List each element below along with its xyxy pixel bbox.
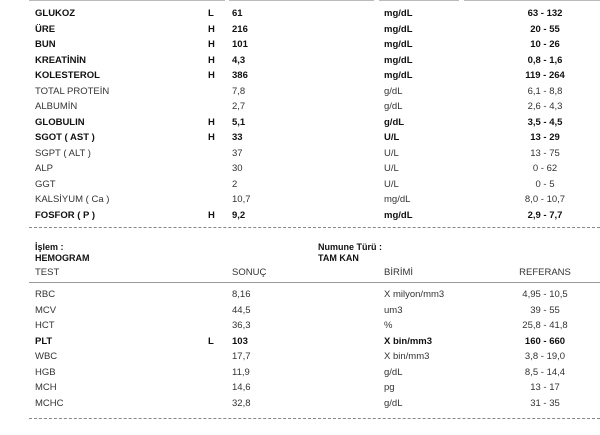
table-row <box>0 380 600 395</box>
reference-range: 25,8 - 41,8 <box>522 320 568 331</box>
test-name: KREATİNİN <box>35 54 87 66</box>
reference-range: 2,9 - 7,7 <box>527 209 563 221</box>
reference-range: 4,95 - 10,5 <box>522 289 568 300</box>
test-name: MCH <box>35 382 57 393</box>
test-name: PLT <box>35 335 53 347</box>
table-row <box>0 22 600 37</box>
unit: U/L <box>384 147 399 159</box>
unit: U/L <box>384 178 399 190</box>
result-value: 37 <box>232 147 243 159</box>
table-row <box>0 68 600 83</box>
unit: mg/dL <box>384 194 411 205</box>
result-value: 61 <box>232 8 243 19</box>
reference-range: 3,5 - 4,5 <box>527 116 563 128</box>
test-name: GGT <box>35 178 56 190</box>
reference-range: 8,0 - 10,7 <box>524 194 566 205</box>
unit: g/dL <box>384 366 403 378</box>
flag-indicator: H <box>208 209 215 221</box>
sample-type-block <box>318 242 382 264</box>
unit: mg/dL <box>384 8 413 19</box>
reference-range: 13 - 75 <box>530 147 560 159</box>
reference-range: 31 - 35 <box>530 397 560 409</box>
flag-indicator: H <box>208 23 215 35</box>
unit: g/dL <box>384 397 403 409</box>
result-value: 101 <box>232 39 248 50</box>
flag-indicator: H <box>208 132 215 143</box>
flag-indicator: L <box>208 335 214 347</box>
unit: X milyon/mm3 <box>384 289 445 300</box>
unit: mg/dL <box>384 39 413 50</box>
test-name: MCV <box>35 304 57 316</box>
table-row <box>0 130 600 145</box>
flag-indicator: H <box>208 116 215 128</box>
result-value: 17,7 <box>232 351 251 362</box>
test-name: RBC <box>35 289 56 300</box>
header-reference: REFERANS <box>519 267 571 278</box>
unit: mg/dL <box>384 70 413 81</box>
test-name: KALSİYUM ( Ca ) <box>35 194 110 205</box>
result-value: 14,6 <box>232 382 251 393</box>
result-value: 5,1 <box>232 116 246 128</box>
reference-range: 39 - 55 <box>530 304 560 316</box>
header-underline <box>29 282 600 283</box>
test-name: ALP <box>35 163 53 174</box>
table-row <box>0 53 600 68</box>
reference-range: 63 - 132 <box>527 8 563 19</box>
table-row <box>0 287 600 302</box>
unit: mg/dL <box>384 54 413 66</box>
top-rule-ref <box>464 0 600 1</box>
reference-range: 8,5 - 14,4 <box>524 366 566 378</box>
sample-type-value: TAM KAN <box>318 253 359 263</box>
result-value: 2 <box>232 178 238 190</box>
result-value: 8,16 <box>232 289 251 300</box>
test-name: HCT <box>35 320 55 331</box>
result-value: 33 <box>232 132 243 143</box>
test-name: HGB <box>35 366 56 378</box>
table-row <box>0 37 600 52</box>
result-value: 216 <box>232 23 248 35</box>
result-value: 4,3 <box>232 54 246 66</box>
top-rule-unit <box>379 0 459 1</box>
flag-indicator: H <box>208 70 215 81</box>
reference-range: 2,6 - 4,3 <box>527 101 563 112</box>
sample-type-label: Numune Türü : <box>318 242 382 252</box>
procedure-label: İşlem : <box>35 242 64 252</box>
unit: g/dL <box>384 85 403 97</box>
test-name: WBC <box>35 351 58 362</box>
procedure-value: HEMOGRAM <box>35 253 90 263</box>
unit: pg <box>384 382 395 393</box>
reference-range: 13 - 29 <box>530 132 560 143</box>
flag-indicator: H <box>208 54 215 66</box>
section-divider <box>29 227 600 228</box>
table-row <box>0 6 600 21</box>
result-value: 103 <box>232 335 248 347</box>
table-row <box>0 334 600 349</box>
table-row <box>0 84 600 99</box>
result-value: 36,3 <box>232 320 251 331</box>
result-value: 386 <box>232 70 248 81</box>
reference-range: 119 - 264 <box>525 70 565 81</box>
test-name: TOTAL PROTEİN <box>35 85 110 97</box>
reference-range: 3,8 - 19,0 <box>524 351 566 362</box>
result-value: 11,9 <box>232 366 250 378</box>
test-name: BUN <box>35 39 56 50</box>
top-rule-result <box>229 0 374 1</box>
table-row <box>0 396 600 411</box>
test-name: MCHC <box>35 397 64 409</box>
table-row <box>0 99 600 114</box>
result-value: 2,7 <box>232 101 246 112</box>
header-test: TEST <box>35 267 60 278</box>
top-rule-test <box>29 0 225 1</box>
test-name: ÜRE <box>35 23 56 35</box>
test-name: GLUKOZ <box>35 8 76 19</box>
unit: g/dL <box>384 116 405 128</box>
unit: mg/dL <box>384 23 413 35</box>
unit: mg/dL <box>384 209 413 221</box>
result-value: 7,8 <box>232 85 246 97</box>
reference-range: 0,8 - 1,6 <box>527 54 563 66</box>
unit: g/dL <box>384 101 403 112</box>
table-row <box>0 177 600 192</box>
header-result: SONUÇ <box>232 267 267 278</box>
table-row <box>0 365 600 380</box>
table-row <box>0 349 600 364</box>
test-name: KOLESTEROL <box>35 70 100 81</box>
unit: U/L <box>384 163 399 174</box>
test-name: SGPT ( ALT ) <box>35 147 91 159</box>
hemogram-header-row <box>0 266 600 280</box>
reference-range: 20 - 55 <box>530 23 560 35</box>
table-row <box>0 192 600 207</box>
result-value: 30 <box>232 163 243 174</box>
unit: U/L <box>384 132 400 143</box>
unit: X bin/mm3 <box>384 351 430 362</box>
reference-range: 0 - 5 <box>535 178 555 190</box>
table-row <box>0 303 600 318</box>
test-name: ALBUMİN <box>35 101 78 112</box>
procedure-block <box>35 242 90 264</box>
table-row <box>0 161 600 176</box>
unit: % <box>384 320 393 331</box>
flag-indicator: L <box>208 8 214 19</box>
test-name: GLOBULIN <box>35 116 85 128</box>
result-value: 10,7 <box>232 194 251 205</box>
reference-range: 13 - 17 <box>530 382 560 393</box>
bottom-divider <box>29 418 600 419</box>
table-row <box>0 146 600 161</box>
flag-indicator: H <box>208 39 215 50</box>
table-row <box>0 318 600 333</box>
unit: X bin/mm3 <box>384 335 433 347</box>
table-row <box>0 115 600 130</box>
reference-range: 6,1 - 8,8 <box>527 85 563 97</box>
result-value: 44,5 <box>232 304 251 316</box>
reference-range: 160 - 660 <box>524 335 566 347</box>
test-name: SGOT ( AST ) <box>35 132 95 143</box>
test-name: FOSFOR ( P ) <box>35 209 95 221</box>
result-value: 32,8 <box>232 397 251 409</box>
result-value: 9,2 <box>232 209 246 221</box>
table-row <box>0 208 600 223</box>
unit: um3 <box>384 304 403 316</box>
reference-range: 0 - 62 <box>532 163 558 174</box>
header-unit: BİRİMİ <box>384 267 414 278</box>
reference-range: 10 - 26 <box>530 39 560 50</box>
